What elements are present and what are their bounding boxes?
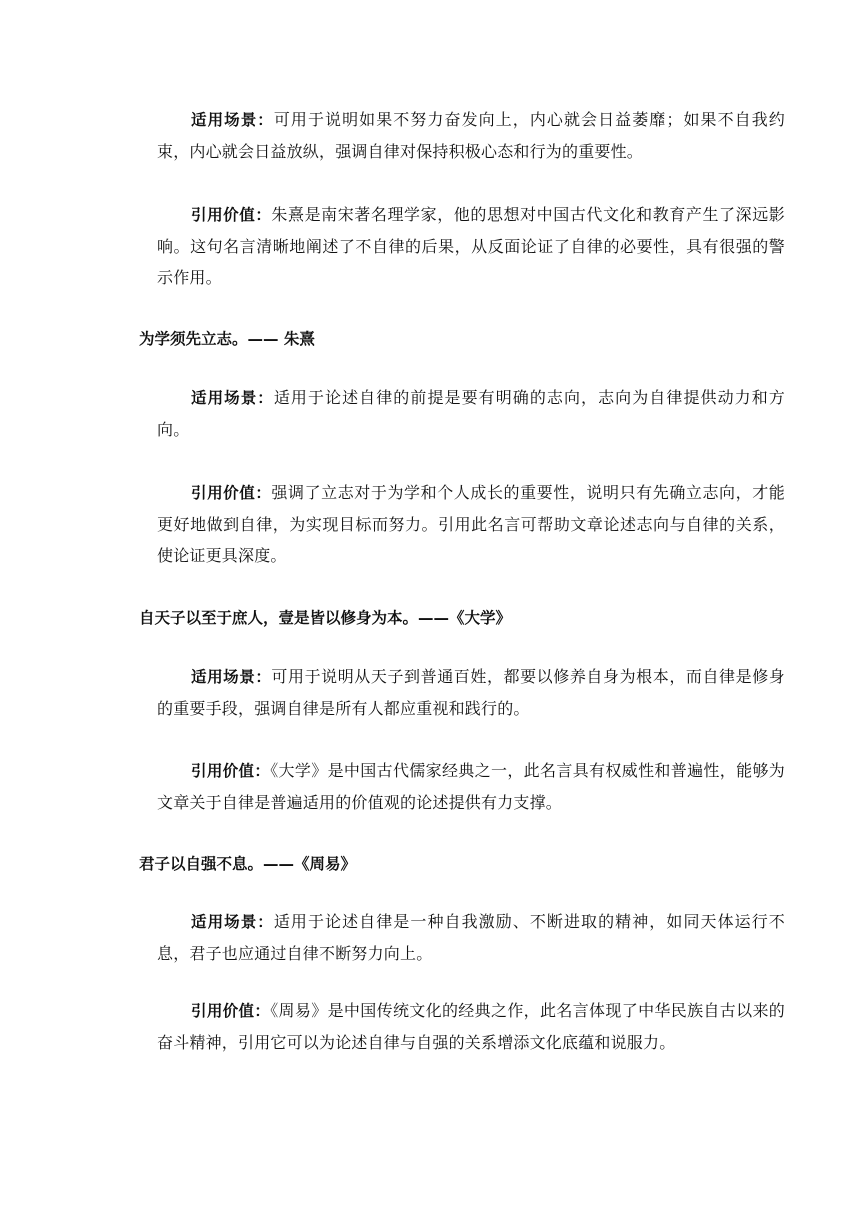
value-text: 《周易》是中国传统文化的经典之作，此名言体现了中华民族自古以来的奋斗精神，引用它可以为论述自律与自强的关系增添文化底蕴和说服力。 (157, 1001, 785, 1052)
value-label: 引用价值： (191, 484, 272, 502)
scene-text: 适用于论述自律是一种自我激励、不断进取的精神，如同天体运行不息，君子也应通过自律不断努力向上。 (157, 912, 785, 963)
value-paragraph (157, 995, 785, 1058)
scene-label: 适用场景： (191, 111, 274, 129)
scene-text: 适用于论述自律的前提是要有明确的志向，志向为自律提供动力和方向。 (157, 388, 785, 439)
value-text: 《大学》是中国古代儒家经典之一，此名言具有权威性和普遍性，能够为文章关于自律是普遍适用的价值观的论述提供有力支撑。 (157, 761, 785, 812)
scene-label: 适用场景： (191, 389, 274, 407)
value-paragraph (157, 477, 785, 571)
quote-heading: 自天子以至于庶人，壹是皆以修身为本。——《大学》 (139, 609, 512, 627)
value-paragraph (157, 755, 785, 818)
value-label: 引用价值： (191, 206, 272, 224)
scene-paragraph (157, 906, 785, 969)
scene-text: 可用于说明如果不努力奋发向上，内心就会日益萎靡；如果不自我约束，内心就会日益放纵，强调自律对保持积极心态和行为的重要性。 (157, 110, 785, 161)
value-label: 引用价值： (191, 1002, 271, 1020)
scene-paragraph (157, 382, 785, 445)
value-label: 引用价值： (191, 762, 271, 780)
scene-paragraph (157, 661, 785, 724)
value-text: 强调了立志对于为学和个人成长的重要性，说明只有先确立志向，才能更好地做到自律，为实现目标而努力。引用此名言可帮助文章论述志向与自律的关系，使论证更具深度。 (157, 483, 785, 565)
scene-paragraph (157, 104, 785, 167)
value-text: 朱熹是南宋著名理学家，他的思想对中国古代文化和教育产生了深远影响。这句名言清晰地阐述了不自律的后果，从反面论证了自律的必要性，具有很强的警示作用。 (157, 205, 785, 287)
value-paragraph (157, 199, 785, 293)
scene-text: 可用于说明从天子到普通百姓，都要以修养自身为根本，而自律是修身的重要手段，强调自律是所有人都应重视和践行的。 (157, 667, 785, 718)
scene-label: 适用场景： (191, 913, 274, 931)
quote-heading: 君子以自强不息。——《周易》 (139, 855, 357, 873)
quote-heading: 为学须先立志。—— 朱熹 (139, 330, 315, 348)
scene-label: 适用场景： (191, 668, 272, 686)
